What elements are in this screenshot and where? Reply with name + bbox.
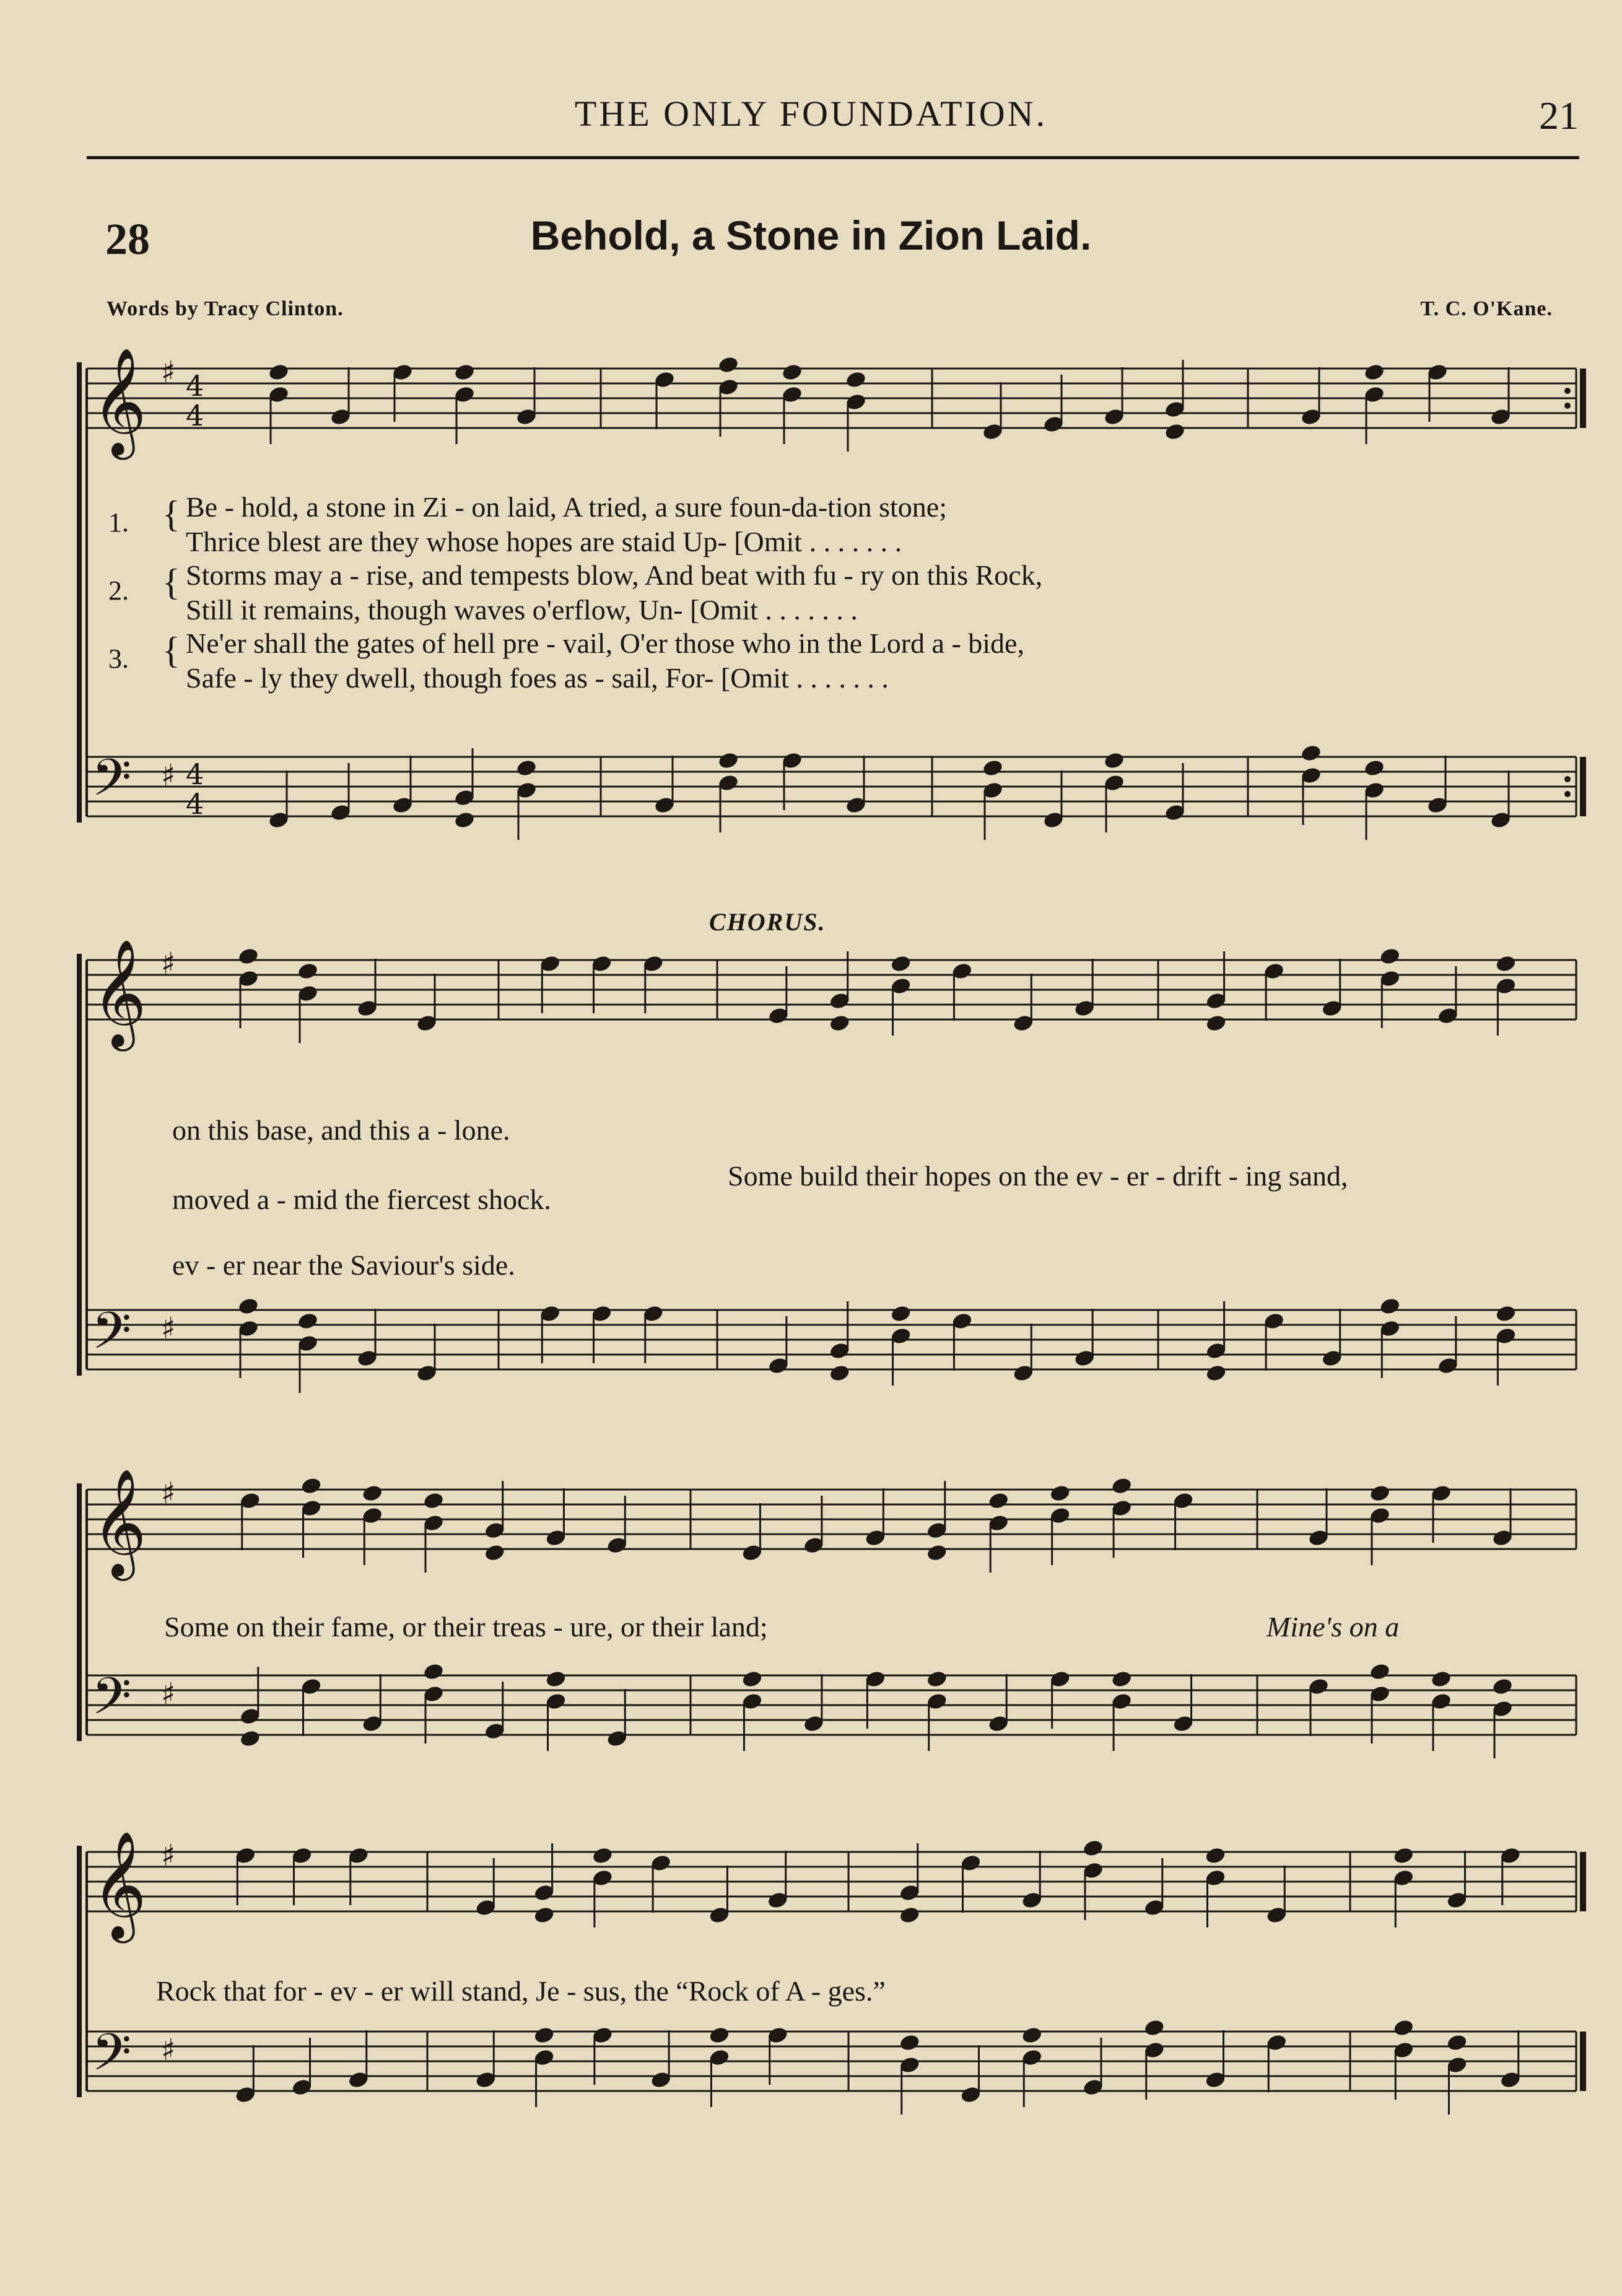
bass-note <box>1495 1304 1517 1324</box>
verse-2-line-2: Still it remains, though waves o'erflow, Un- [Omit . . . . . . . <box>186 594 858 626</box>
bass-note <box>1446 2033 1468 2053</box>
treble-note <box>1392 1846 1415 1866</box>
verse-1-continuation: on this base, and this a - lone. <box>172 1114 510 1146</box>
final-barline <box>1580 757 1586 816</box>
treble-note <box>987 1491 1009 1511</box>
treble-note <box>422 1491 445 1511</box>
bass-clef: 𝄢 <box>92 1666 132 1739</box>
repeat-dot <box>1564 388 1571 394</box>
treble-note <box>237 947 259 966</box>
chorus-label: CHORUS. <box>709 908 826 936</box>
bass-note <box>1379 1297 1401 1316</box>
treble-note <box>1164 422 1186 442</box>
bass-note <box>982 759 1004 778</box>
chorus-line-3: Rock that for - ev - er will stand, Je - sus, the “Rock of A - ges.” <box>156 1975 886 2007</box>
treble-note <box>591 1846 614 1866</box>
running-title: THE ONLY FOUNDATION. <box>574 94 1048 134</box>
bass-note <box>890 1304 912 1324</box>
verse-number-3: 3. <box>108 644 129 674</box>
time-signature: 4 <box>186 787 204 821</box>
treble-note <box>453 363 476 382</box>
treble-note <box>717 356 739 375</box>
bass-note <box>741 1670 764 1689</box>
bass-clef: 𝄢 <box>92 2022 132 2095</box>
treble-note <box>533 1906 556 1925</box>
verse-1-line-2: Thrice blest are they whose hopes are staid Up- [Omit . . . . . . . <box>186 526 902 557</box>
key-signature-sharp: ♯ <box>161 355 176 390</box>
key-signature-sharp: ♯ <box>161 2033 176 2067</box>
treble-note <box>781 363 803 382</box>
bass-clef: 𝄢 <box>92 1301 132 1373</box>
key-signature-sharp: ♯ <box>161 1311 176 1346</box>
treble-note <box>890 954 912 974</box>
treble-note <box>829 1014 851 1033</box>
verse-3-line-1: Ne'er shall the gates of hell pre - vail, O'er those who in the Lord a - bide, <box>186 627 1024 659</box>
bass-note <box>1363 759 1385 778</box>
bass-note <box>1103 751 1125 770</box>
bass-note <box>899 2033 921 2053</box>
final-barline <box>1580 369 1586 428</box>
treble-clef: 𝄞 <box>92 939 147 1047</box>
treble-note <box>268 363 290 382</box>
treble-clef: 𝄞 <box>92 1831 147 1939</box>
treble-note <box>1379 947 1401 966</box>
bass-note <box>1392 2019 1415 2038</box>
time-signature: 4 <box>186 757 204 791</box>
treble-clef: 𝄞 <box>92 1469 147 1576</box>
time-signature: 4 <box>186 399 204 432</box>
treble-note <box>1363 363 1385 382</box>
repeat-dot <box>1564 791 1571 797</box>
chorus-line-1: Some build their hopes on the ev - er - drift - ing sand, <box>728 1160 1348 1192</box>
treble-note <box>1110 1477 1133 1496</box>
bass-note <box>829 1364 851 1383</box>
hymn-number: 28 <box>105 214 150 264</box>
time-signature: 4 <box>186 369 204 403</box>
verse-1-line-1: Be - hold, a stone in Zi - on laid, A tried, a sure foun-da-tion stone; <box>186 491 947 523</box>
bass-note <box>1021 2026 1043 2045</box>
treble-note <box>1369 1484 1391 1503</box>
verse-2-line-1: Storms may a - rise, and tempests blow, And beat with fu - ry on this Rock, <box>186 559 1043 591</box>
bass-note <box>545 1670 567 1689</box>
bass-note <box>453 811 476 830</box>
page-number: 21 <box>1539 94 1579 137</box>
treble-note <box>899 1906 921 1925</box>
treble-note <box>300 1477 323 1496</box>
words-credit: Words by Tracy Clinton. <box>107 297 344 320</box>
bass-note <box>515 759 538 778</box>
verse-3-line-2: Safe - ly they dwell, though foes as - sail, For- [Omit . . . . . . . <box>186 662 889 694</box>
final-barline <box>1580 2032 1586 2091</box>
treble-note <box>1205 1846 1227 1866</box>
treble-clef: 𝄞 <box>92 347 147 455</box>
bass-note <box>1430 1670 1452 1689</box>
bass-note <box>1143 2019 1166 2038</box>
repeat-dot <box>1564 403 1571 409</box>
bass-note <box>717 751 739 770</box>
bass-note <box>926 1670 948 1689</box>
bass-note <box>1369 1662 1391 1682</box>
verse-2-continuation: moved a - mid the fiercest shock. <box>172 1184 551 1215</box>
treble-note <box>1205 1014 1227 1033</box>
key-signature-sharp: ♯ <box>161 1476 176 1511</box>
bass-note <box>533 2026 556 2045</box>
bass-note <box>237 1297 259 1316</box>
treble-note <box>1495 954 1517 974</box>
treble-note <box>484 1543 506 1563</box>
verse-number-1: 1. <box>108 507 129 538</box>
verse-brace-2: { <box>162 562 180 603</box>
verse-brace-1: { <box>162 494 180 535</box>
bass-note <box>1110 1670 1133 1689</box>
key-signature-sharp: ♯ <box>161 946 176 981</box>
bass-note <box>709 2026 731 2045</box>
verse-3-continuation: ev - er near the Saviour's side. <box>172 1249 515 1281</box>
key-signature-sharp: ♯ <box>161 1838 176 1873</box>
bass-clef: 𝄢 <box>92 748 132 820</box>
treble-note <box>926 1543 948 1563</box>
final-barline <box>1580 1852 1586 1911</box>
treble-note <box>1082 1839 1104 1858</box>
treble-note <box>1049 1484 1071 1503</box>
bass-note <box>297 1312 319 1331</box>
bass-note <box>1205 1364 1227 1383</box>
verse-brace-3: { <box>162 630 180 671</box>
bass-note <box>422 1662 445 1682</box>
treble-note <box>297 962 319 981</box>
chorus-line-2: Some on their fame, or their treas - ure, or their land; <box>164 1611 768 1643</box>
verse-number-2: 2. <box>108 575 129 606</box>
music-credit: T. C. O'Kane. <box>1420 297 1553 320</box>
treble-note <box>361 1484 383 1503</box>
treble-note <box>845 370 867 390</box>
repeat-dot <box>1564 776 1571 782</box>
bass-note <box>239 1729 261 1748</box>
bass-note <box>1300 744 1322 763</box>
chorus-line-2-end: Mine's on a <box>1267 1611 1400 1643</box>
hymn-title: Behold, a Stone in Zion Laid. <box>530 212 1092 258</box>
key-signature-sharp: ♯ <box>161 758 176 793</box>
key-signature-sharp: ♯ <box>161 1677 176 1711</box>
bass-note <box>1491 1677 1514 1696</box>
